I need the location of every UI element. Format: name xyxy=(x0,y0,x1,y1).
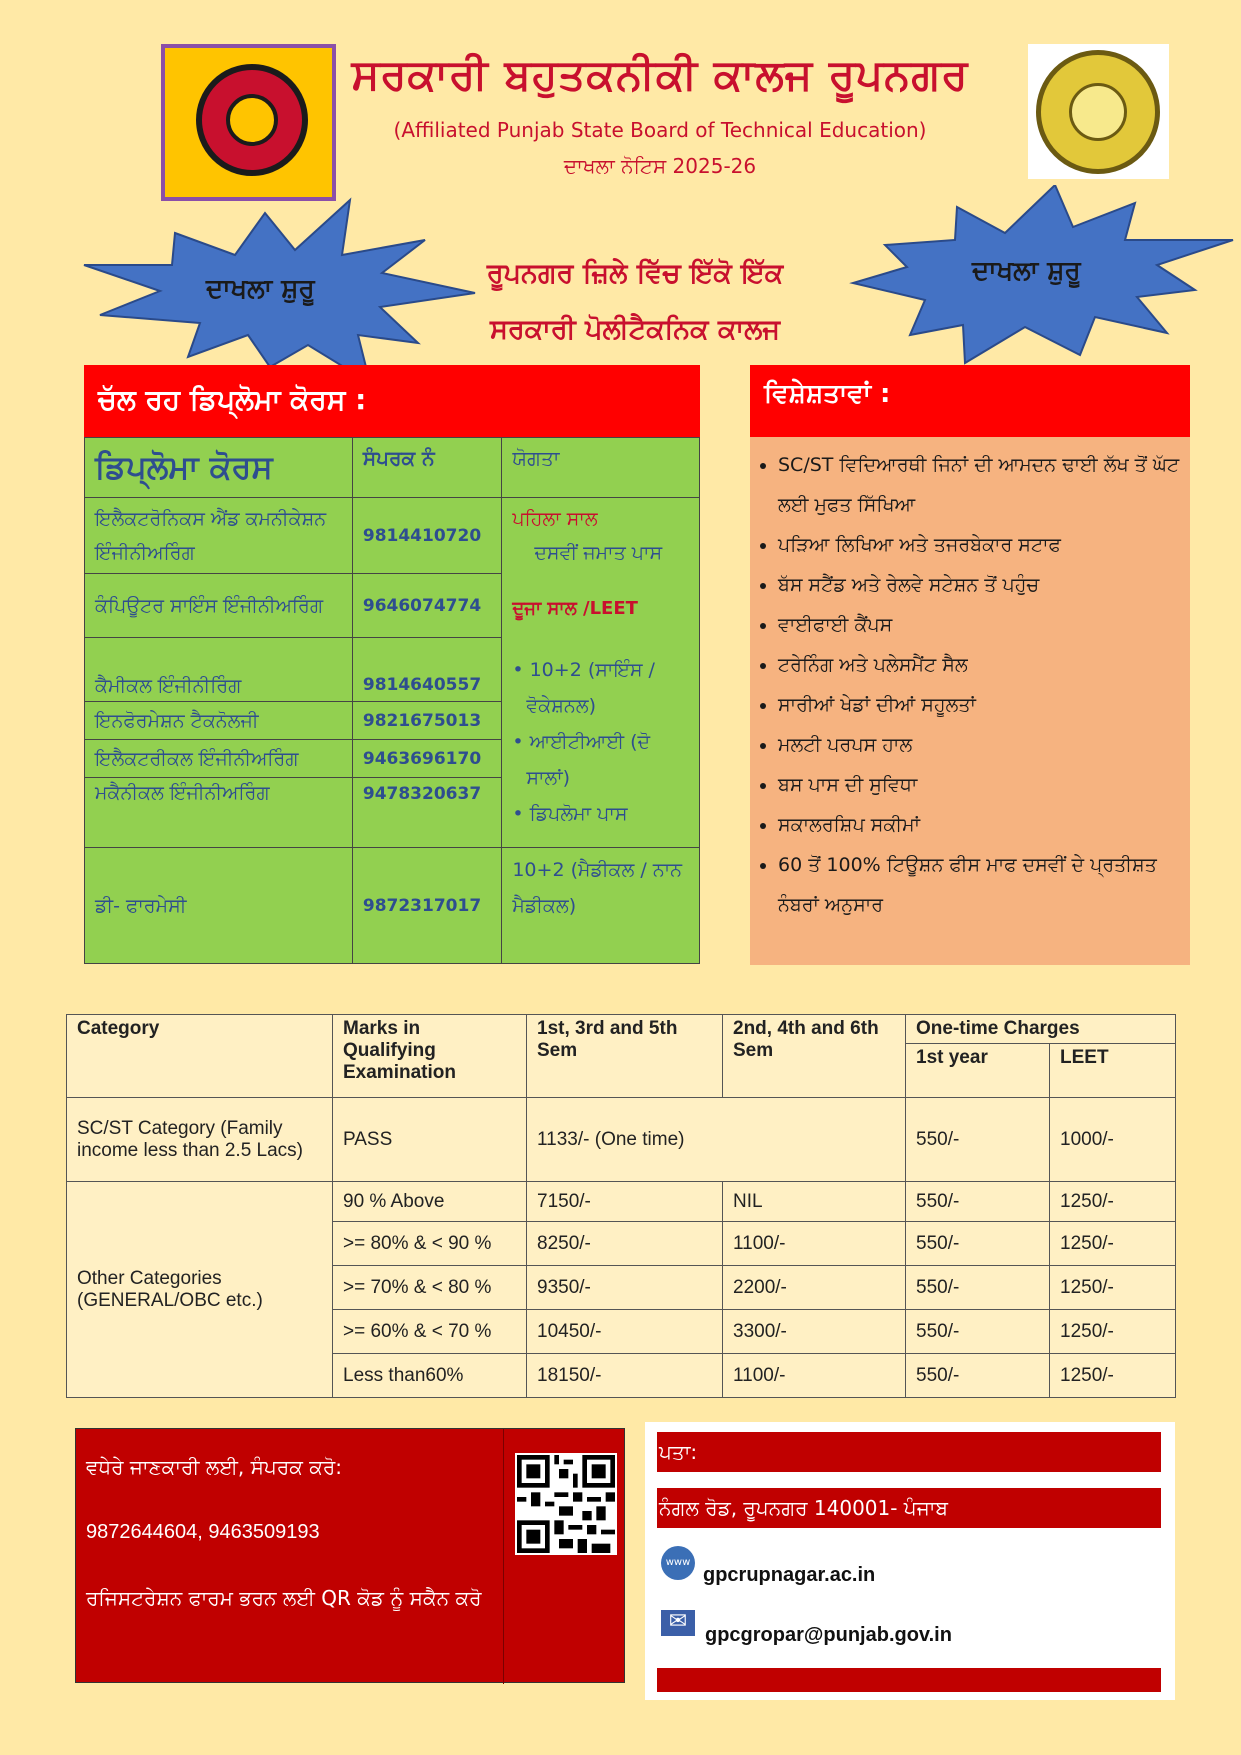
courses-heading: ਚੱਲ ਰਹ ਡਿਪ੍ਲੋਮਾ ਕੋਰਸ : xyxy=(84,365,700,437)
elig-pharmacy: 10+2 (ਮੈਡੀਕਲ / ਨਾਨ ਮੈਡੀਕਲ) xyxy=(502,848,700,964)
fee-first-year: 550/- xyxy=(906,1310,1050,1354)
fee-leet: 1250/- xyxy=(1050,1266,1176,1310)
address-footer-bar xyxy=(657,1668,1161,1692)
col-course: ਡਿਪ੍ਲੋਮਾ ਕੋਰਸ xyxy=(85,438,353,498)
features-heading: ਵਿਸ਼ੇਸ਼ਤਾਵਾਂ : xyxy=(750,365,1190,437)
address-box xyxy=(645,1422,1175,1700)
feature-item: • ਟਰੇਨਿੰਗ ਅਤੇ ਪਲੇਸਮੈਂਟ ਸੈਲ xyxy=(778,645,1180,685)
course-phone: 9463696170 xyxy=(352,740,501,778)
fee-first-year: 550/- xyxy=(906,1354,1050,1398)
fee-scst-first-year: 550/- xyxy=(906,1098,1050,1182)
fee-even: 1100/- xyxy=(723,1354,906,1398)
fee-header-even-sem: 2nd, 4th and 6th Sem xyxy=(723,1015,906,1098)
eligibility-cell xyxy=(502,498,700,848)
fee-first-year: 550/- xyxy=(906,1222,1050,1266)
fee-even: 2200/- xyxy=(723,1266,906,1310)
elig-second-item: • ਡਿਪਲੋਮਾ ਪਾਸ xyxy=(512,803,628,825)
qr-instruction: ਰਜਿਸਟਰੇਸ਼ਨ ਫਾਰਮ ਭਰਨ ਲਈ QR ਕੋਡ ਨੂੰ ਸਕੈਨ ਕਰੋ xyxy=(86,1586,482,1610)
course-name: ਇਲੈਕਟਰੀਕਲ ਇੰਜੀਨੀਅਰਿੰਗ xyxy=(85,740,353,778)
tagline-line-2: ਸਰਕਾਰੀ ਪੋਲੀਟੈਕਨਿਕ ਕਾਲਜ xyxy=(489,314,781,345)
envelope-icon: ✉ xyxy=(661,1610,695,1636)
fee-header-odd-sem: 1st, 3rd and 5th Sem xyxy=(527,1015,723,1098)
course-name: ਡੀ- ਫਾਰਮੇਸੀ xyxy=(85,848,353,964)
fee-even: NIL xyxy=(723,1182,906,1222)
fee-other-category: Other Categories (GENERAL/OBC etc.) xyxy=(67,1182,333,1398)
burst-left-text: ਦਾਖਲਾ ਸ਼ੁਰੂ xyxy=(206,274,315,304)
fee-marks: Less than60% xyxy=(333,1354,527,1398)
feature-item: • ਵਾਈਫਾਈ ਕੈਂਪਸ xyxy=(778,605,1180,645)
college-logo xyxy=(161,44,336,201)
course-name: ਮਕੈਨੀਕਲ ਇੰਜੀਨੀਅਰਿੰਗ xyxy=(85,778,353,848)
feature-item: • ਬੱਸ ਸਟੈਂਡ ਅਤੇ ਰੇਲਵੇ ਸਟੇਸ਼ਨ ਤੋਂ ਪਹੁੰਚ xyxy=(778,565,1180,605)
elig-second-year-label: ਦੂਜਾ ਸਾਲ /LEET xyxy=(512,598,638,619)
course-phone: 9646074774 xyxy=(352,574,501,638)
fee-scst-sem: 1133/- (One time) xyxy=(527,1098,906,1182)
admission-notice: ਦਾਖਲਾ ਨੋਟਿਸ 2025-26 xyxy=(563,154,757,178)
fee-odd: 9350/- xyxy=(527,1266,723,1310)
fee-first-year: 550/- xyxy=(906,1182,1050,1222)
elig-second-item: • 10+2 (ਸਾਇੰਸ /ਵੋਕੇਸ਼ਨਲ) xyxy=(512,659,655,717)
qr-code-icon[interactable] xyxy=(515,1453,617,1555)
fee-leet: 1250/- xyxy=(1050,1222,1176,1266)
course-phone: 9872317017 xyxy=(352,848,501,964)
fee-header-category: Category xyxy=(67,1015,333,1098)
feature-item: • ਸਾਰੀਆਂ ਖੇਡਾਂ ਦੀਆਂ ਸਹੂਲਤਾਂ xyxy=(778,685,1180,725)
fee-leet: 1250/- xyxy=(1050,1310,1176,1354)
elig-first-year-label: ਪਹਿਲਾ ਸਾਲ xyxy=(512,508,598,530)
feature-item: • SC/ST ਵਿਦਿਆਰਥੀ ਜਿਨਾਂ ਦੀ ਆਮਦਨ ਢਾਈ ਲੱਖ ਤੋਂ ਘੱਟ ਲਈ ਮੁਫਤ ਸਿੱਖਿਆ xyxy=(778,445,1180,525)
feature-item: • ਸਕਾਲਰਸ਼ਿਪ ਸਕੀਮਾਂ xyxy=(778,805,1180,845)
address-label: ਪਤਾ: xyxy=(657,1432,1161,1472)
fee-header-leet: LEET xyxy=(1050,1044,1176,1098)
college-title: ਸਰਕਾਰੀ ਬਹੁਤਕਨੀਕੀ ਕਾਲਜ ਰੂਪਨਗਰ xyxy=(351,50,969,99)
fee-odd: 8250/- xyxy=(527,1222,723,1266)
course-name: ਕੈਮੀਕਲ ਇੰਜੀਨੀਰਿੰਗ xyxy=(85,638,353,702)
contact-label: ਵਧੇਰੇ ਜਾਣਕਾਰੀ ਲਈ, ਸੰਪਰਕ ਕਰੋ: xyxy=(86,1455,343,1479)
burst-right-text: ਦਾਖਲਾ ਸ਼ੁਰੂ xyxy=(972,256,1081,286)
fee-table xyxy=(66,1014,1176,1398)
col-eligibility: ਯੋਗਤਾ xyxy=(502,438,700,498)
fee-marks: >= 70% & < 80 % xyxy=(333,1266,527,1310)
fee-marks: 90 % Above xyxy=(333,1182,527,1222)
fee-marks: >= 60% & < 70 % xyxy=(333,1310,527,1354)
contact-phones: 9872644604, 9463509193 xyxy=(86,1521,320,1543)
tagline-line-1: ਰੂਪਨਗਰ ਜ਼ਿਲੇ ਵਿੱਚ ਇੱਕੋ ਇੱਕ xyxy=(486,258,784,289)
fee-even: 1100/- xyxy=(723,1222,906,1266)
feature-item: • ਬਸ ਪਾਸ ਦੀ ਸੁਵਿਧਾ xyxy=(778,765,1180,805)
feature-item: • ਪੜਿਆ ਲਿਖਿਆ ਅਤੇ ਤਜਰਬੇਕਾਰ ਸਟਾਫ xyxy=(778,525,1180,565)
col-contact: ਸੰਪਰਕ ਨੰ xyxy=(352,438,501,498)
website-link[interactable]: gpcrupnagar.ac.in xyxy=(703,1564,876,1586)
contact-box xyxy=(75,1428,625,1683)
fee-header-onetime: One-time Charges xyxy=(906,1015,1176,1044)
course-phone: 9478320637 xyxy=(352,778,501,848)
fee-first-year: 550/- xyxy=(906,1266,1050,1310)
email-link[interactable]: gpcgropar@punjab.gov.in xyxy=(705,1624,952,1646)
fee-scst-category: SC/ST Category (Family income less than 2.5 Lacs) xyxy=(67,1098,333,1182)
address-value: ਨੰਗਲ ਰੋਡ, ਰੂਪਨਗਰ 140001- ਪੰਜਾਬ xyxy=(657,1488,1161,1528)
fee-odd: 18150/- xyxy=(527,1354,723,1398)
features-panel xyxy=(750,437,1190,965)
fee-leet: 1250/- xyxy=(1050,1182,1176,1222)
fee-leet: 1250/- xyxy=(1050,1354,1176,1398)
course-name: ਕੰਪਿਊਟਰ ਸਾਇੰਸ ਇੰਜੀਨੀਅਰਿੰਗ xyxy=(85,574,353,638)
course-name: ਇਨਫੋਰਮੇਸ਼ਨ ਟੈਕਨੋਲਜੀ xyxy=(85,702,353,740)
feature-item: • 60 ਤੋਂ 100% ਟਿਊਸ਼ਨ ਫੀਸ ਮਾਫ ਦਸਵੀਂ ਦੇ ਪ੍ਰਤੀਸ਼ਤ ਨੰਬਰਾਂ ਅਨੁਸਾਰ xyxy=(778,845,1180,925)
elig-second-item: • ਆਈਟੀਆਈ (ਦੋ ਸਾਲਾਂ) xyxy=(512,731,651,789)
fee-odd: 7150/- xyxy=(527,1182,723,1222)
affiliation-text: (Affiliated Punjab State Board of Technical Education) xyxy=(393,118,927,142)
fee-header-first-year: 1st year xyxy=(906,1044,1050,1098)
feature-item: • ਮਲਟੀ ਪਰਪਸ ਹਾਲ xyxy=(778,725,1180,765)
fee-header-marks: Marks in Qualifying Examination xyxy=(333,1015,527,1098)
elig-first-year-value: ਦਸਵੀਂ ਜਮਾਤ ਪਾਸ xyxy=(534,542,663,564)
fee-even: 3300/- xyxy=(723,1310,906,1354)
fee-odd: 10450/- xyxy=(527,1310,723,1354)
fee-scst-marks: PASS xyxy=(333,1098,527,1182)
course-phone: 9814410720 xyxy=(352,498,501,574)
courses-table xyxy=(84,437,700,964)
fee-marks: >= 80% & < 90 % xyxy=(333,1222,527,1266)
course-name: ਇਲੈਕਟਰੋਨਿਕਸ ਐਂਡ ਕਮਨੀਕੇਸ਼ਨ ਇੰਜੀਨੀਅਰਿੰਗ xyxy=(85,498,353,574)
punjab-dte-seal xyxy=(1028,44,1169,179)
course-phone: 9821675013 xyxy=(352,702,501,740)
course-phone: 9814640557 xyxy=(352,638,501,702)
globe-icon: www xyxy=(661,1546,695,1580)
fee-scst-leet: 1000/- xyxy=(1050,1098,1176,1182)
